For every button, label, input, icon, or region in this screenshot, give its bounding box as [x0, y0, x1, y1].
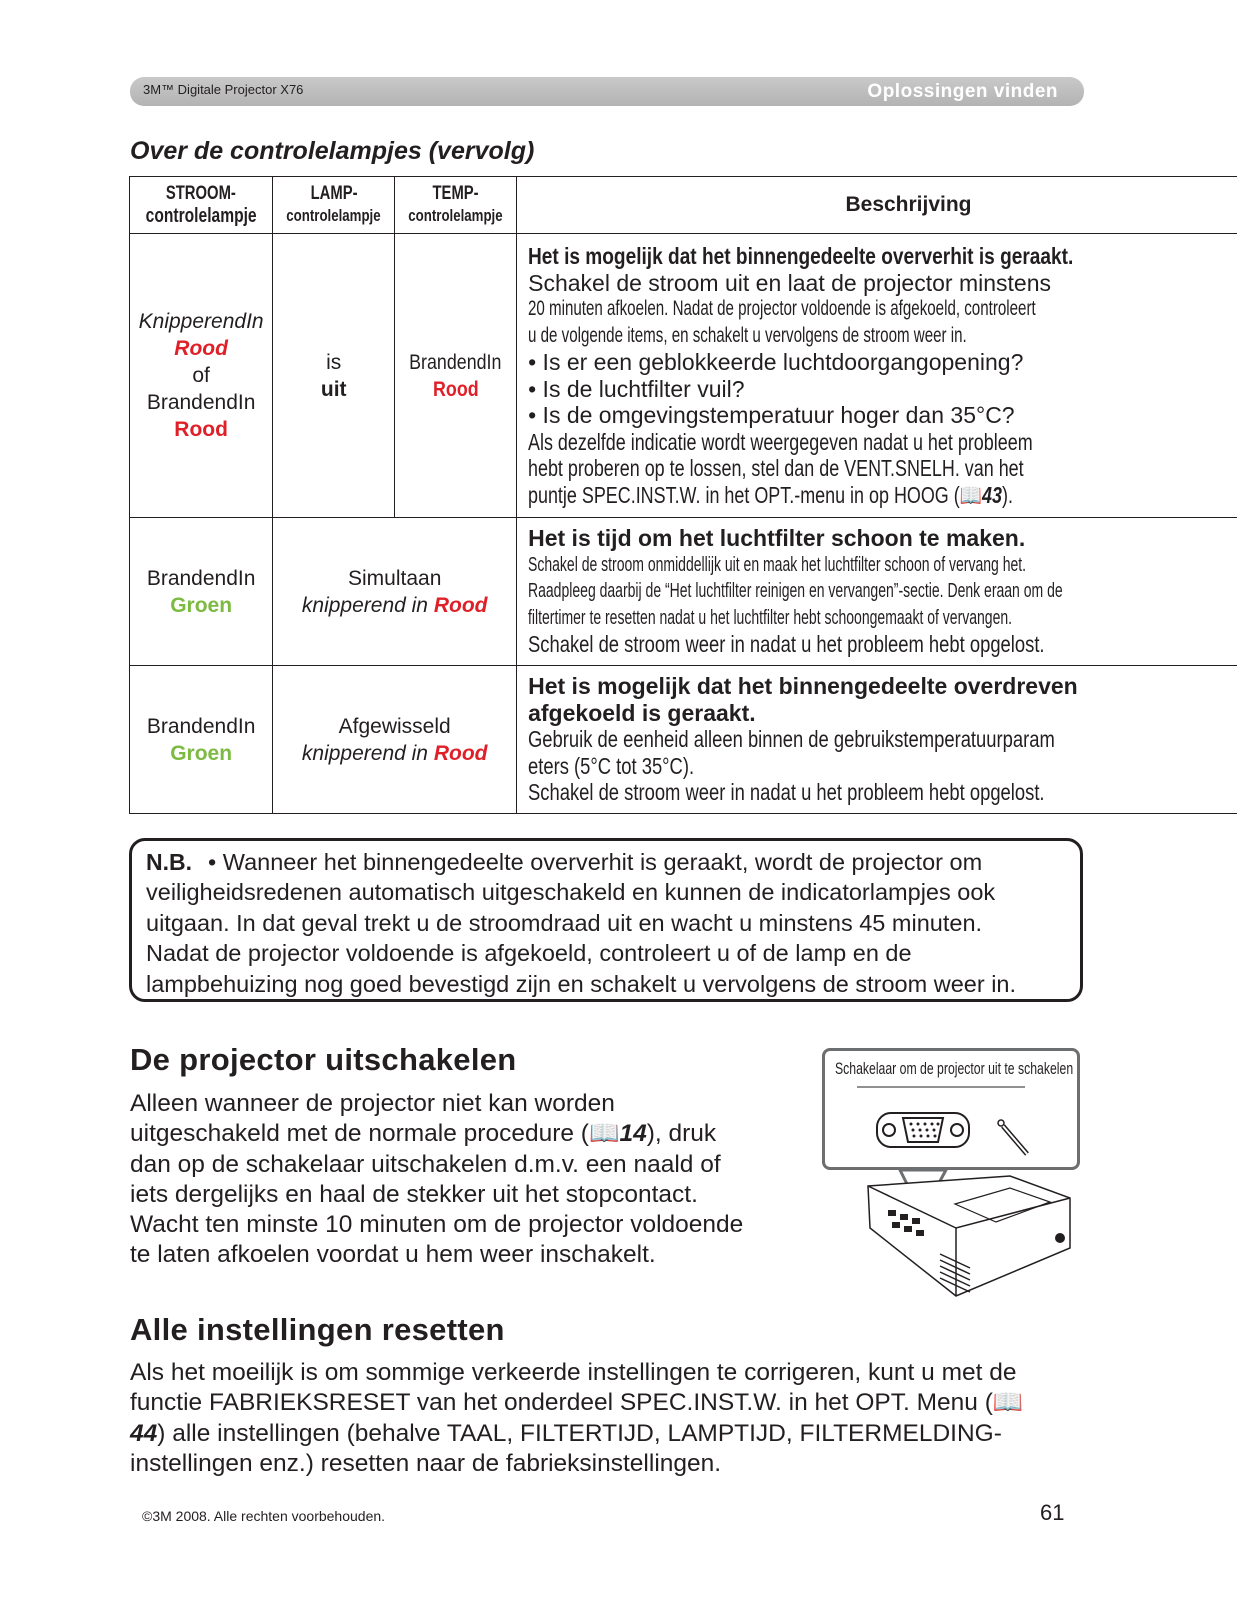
header-description: Beschrijving — [517, 177, 1237, 234]
copyright: ©3M 2008. Alle rechten voorbehouden. — [142, 1508, 386, 1524]
shutdown-switch-callout — [822, 1048, 1080, 1170]
book-icon: 📖 — [959, 481, 983, 508]
indicator-table — [129, 176, 1237, 814]
reset-paragraph: Als het moeilijk is om sommige verkeerde instellingen te corrigeren, kunt u met de functie FABRIEKSRESET van het onderdeel SPEC.INST.W. in het OPT. Menu (📖 44) alle instellingen (behalve TAAL, FILTERTIJD, LAMPTIJD, FILTERMELDING- instellingen enz.) resetten naar de fabrieksinstellingen. — [130, 1359, 1024, 1477]
figure-label: Schakelaar om de projector uit te schakelen — [835, 1059, 1074, 1078]
power-indicator-cell: BrandendIn Groen — [130, 518, 273, 666]
book-icon: 📖 — [588, 1120, 620, 1148]
connector-illustration — [825, 1051, 1077, 1167]
description-cell: Het is mogelijk dat het binnengedeelte overdreven afgekoeld is geraakt. Gebruik de eenheid alleen binnen de gebruikstemperatuurparam eters (5°C tot 35°C). Schakel de stroom weer in nadat u het probleem hebt opgelost. — [517, 666, 1237, 814]
table-row — [130, 666, 1237, 814]
reset-heading: Alle instellingen resetten — [130, 1312, 505, 1347]
projector-illustration — [860, 1168, 1086, 1304]
page-reference[interactable]: 43 — [982, 481, 1003, 508]
lamp-indicator-cell: is uit — [273, 234, 395, 518]
shutdown-heading: De projector uitschakelen — [130, 1042, 517, 1077]
shutdown-paragraph: Alleen wanneer de projector niet kan worden uitgeschakeld met de normale procedure (📖14), druk dan op de schakelaar uitschakelen d.m.v. een naald of iets dergelijks en haal de stekker uit het stopcontact. Wacht ten minste 10 minuten om de projector voldoende te laten afkoelen voordat u hem weer inschakelt. — [130, 1090, 744, 1269]
table-header-row — [130, 177, 1237, 234]
header-lamp: LAMP- controlelampje — [273, 177, 395, 234]
chapter-title: Oplossingen vinden — [867, 81, 1058, 102]
power-indicator-cell: BrandendIn Groen — [130, 666, 273, 814]
page-reference[interactable]: 14 — [619, 1120, 647, 1148]
table-row — [130, 234, 1237, 518]
product-name: 3M™ Digitale Projector X76 — [143, 82, 304, 97]
header-bar — [130, 77, 1084, 106]
page-reference[interactable]: 44 — [130, 1419, 158, 1447]
header-temp: TEMP- controlelampje — [395, 177, 517, 234]
note-box: N.B. • Wanneer het binnengedeelte oververhit is geraakt, wordt de projector om veiligheidsredenen automatisch uitgeschakeld en kunnen de indicatorlampjes ook uitgaan. In dat geval trekt u de stroomdraad uit en wacht u minstens 45 minuten. Nadat de projector voldoende is afgekoeld, controleert u of de lamp en de lampbehuizing nog goed bevestigd zijn en schakelt u vervolgens de stroom weer in. — [129, 838, 1083, 1002]
lamp-temp-indicator-cell: Afgewisseld knipperend in Rood — [273, 666, 517, 814]
header-power: STROOM- controlelampje — [130, 177, 273, 234]
book-icon: 📖 — [992, 1389, 1024, 1417]
power-indicator-cell: KnipperendIn Rood of BrandendIn Rood — [130, 234, 273, 518]
note-label: N.B. — [146, 849, 192, 875]
description-cell: Het is mogelijk dat het binnengedeelte oververhit is geraakt. Schakel de stroom uit en laat de projector minstens 20 minuten afkoelen. Nadat de projector voldoende is afgekoeld, controleert u de volgende items, en schakelt u vervolgens de stroom weer in. • Is er een geblokkeerde luchtdoorgangopening? • Is de luchtfilter vuil? • Is de omgevingstemperatuur hoger dan 35°C? Als dezelfde indicatie wordt weergegeven nadat u het probleem hebt proberen op te lossen, stel dan de VENT.SNELH. van het puntje SPEC.INST.W. in het OPT.-menu in op HOOG (📖43). — [517, 234, 1237, 518]
section-title: Over de controlelampjes (vervolg) — [130, 137, 535, 165]
description-cell: Het is tijd om het luchtfilter schoon te maken. Schakel de stroom onmiddellijk uit en maak het luchtfilter schoon of vervang het. Raadpleeg daarbij de “Het luchtfilter reinigen en vervangen”-sectie. Denk eraan om de filtertimer te resetten nadat u het luchtfilter hebt schoongemaakt of vervangen. Schakel de stroom weer in nadat u het probleem hebt opgelost. — [517, 518, 1237, 666]
temp-indicator-cell: BrandendIn Rood — [395, 234, 517, 518]
table-row — [130, 518, 1237, 666]
lamp-temp-indicator-cell: Simultaan knipperend in Rood — [273, 518, 517, 666]
page-number: 61 — [1040, 1500, 1065, 1525]
